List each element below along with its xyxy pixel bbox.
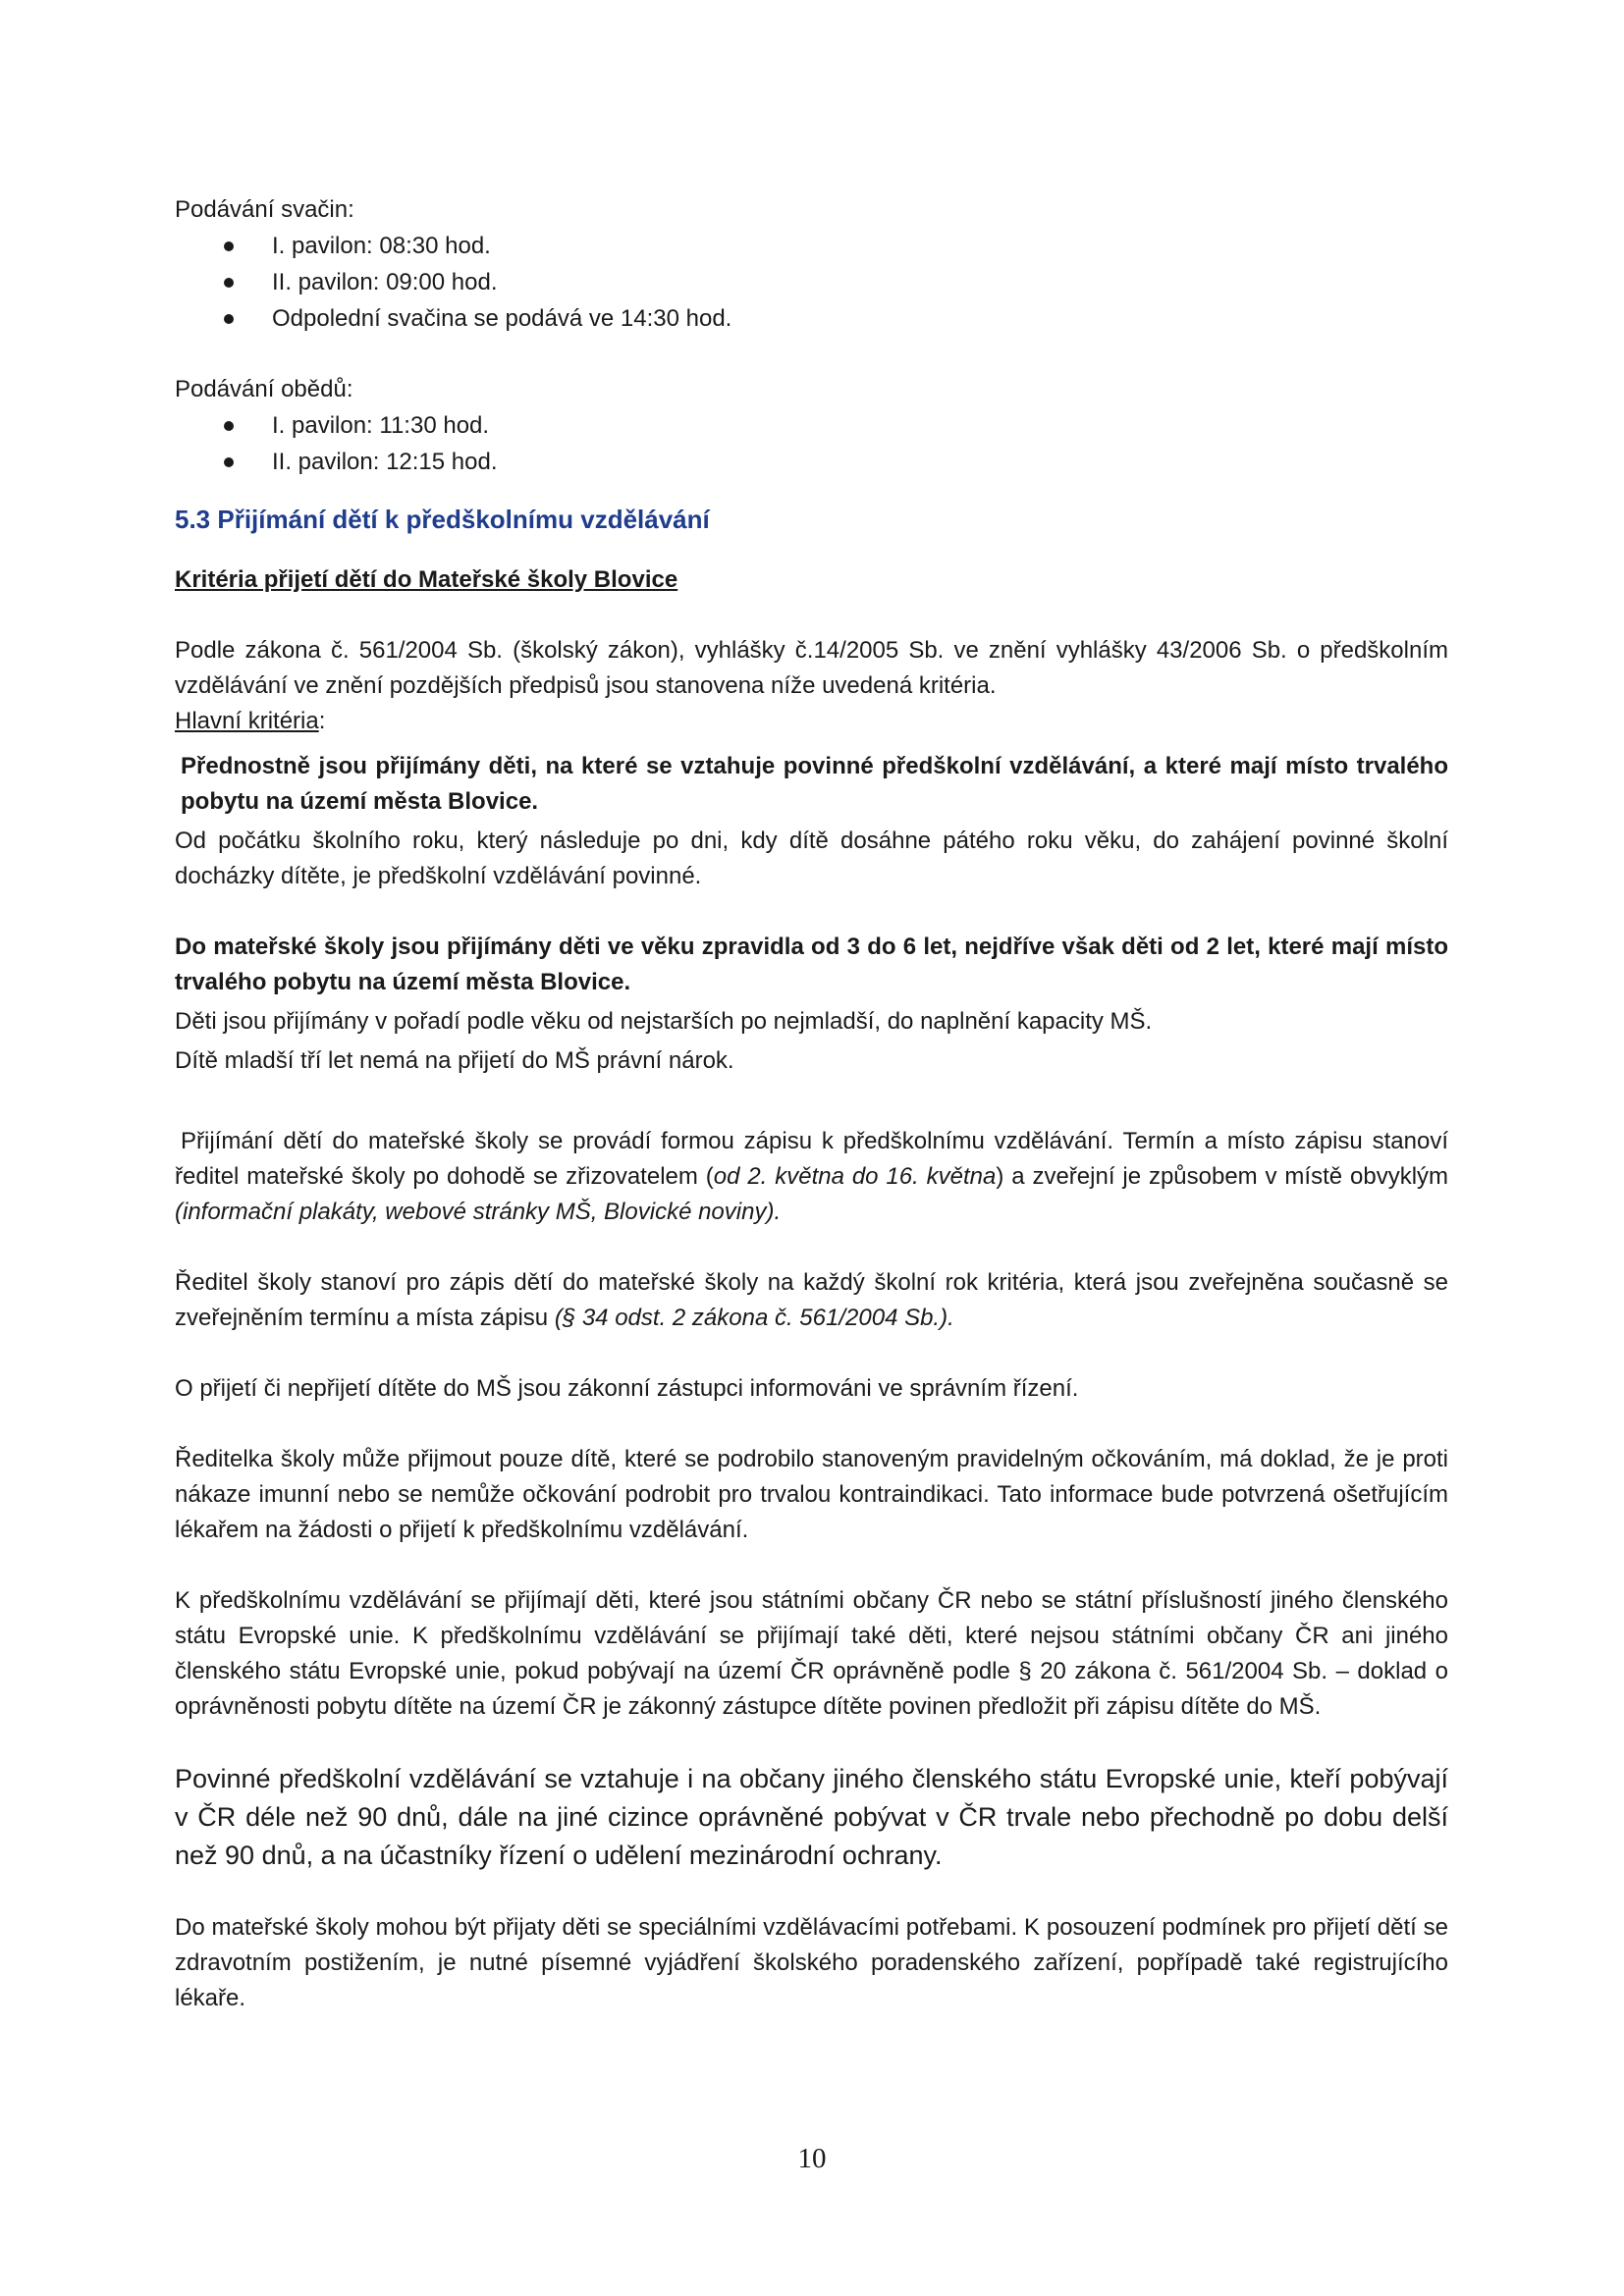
vaccination-paragraph: Ředitelka školy může přijmout pouze dítě, které se podrobilo stanoveným pravidelným očkováním, má doklad, že je proti nákaze imunní nebo se nemůže očkování podrobit pro trvalou kontraindikaci. Tato informace bude potvrzená ošetřujícím lékařem na žádosti o přijetí k předškolnímu vzdělávání. bbox=[175, 1446, 1448, 1543]
bullet-icon bbox=[224, 241, 234, 251]
eu-citizens-paragraph: Povinné předškolní vzdělávání se vztahuje i na občany jiného členského státu Evropské unie, kteří pobývají v ČR déle než 90 dnů, dále na jiné cizince oprávněné pobývat v ČR trvale nebo přechodně po dobu delší než 90 dnů, a na účastníky řízení o udělení mezinárodní ochrany. bbox=[175, 1764, 1448, 1870]
enrollment-channels: (informační plakáty, webové stránky MŠ, Blovické noviny). bbox=[175, 1199, 782, 1225]
enrollment-paragraph bbox=[175, 1124, 1448, 1230]
list-item-text: II. pavilon: 09:00 hod. bbox=[272, 269, 498, 295]
lunches-list bbox=[175, 407, 1448, 480]
list-item bbox=[175, 228, 1448, 264]
list-item-text: II. pavilon: 12:15 hod. bbox=[272, 449, 498, 475]
bullet-icon bbox=[224, 314, 234, 324]
snacks-list bbox=[175, 228, 1448, 337]
snacks-heading: Podávání svačin: bbox=[175, 196, 354, 223]
list-item bbox=[175, 300, 1448, 337]
criteria-title: Kritéria přijetí dětí do Mateřské školy Blovice bbox=[175, 566, 678, 593]
page-content bbox=[175, 192, 1448, 2016]
mandatory-paragraph: Od počátku školního roku, který následuje po dni, kdy dítě dosáhne pátého roku věku, do zahájení povinné školní docházky dítěte, je předškolní vzdělávání povinné. bbox=[175, 828, 1448, 889]
list-item-text: I. pavilon: 08:30 hod. bbox=[272, 233, 491, 259]
lunches-heading: Podávání obědů: bbox=[175, 376, 353, 402]
list-item-text: I. pavilon: 11:30 hod. bbox=[272, 412, 490, 439]
enrollment-text-a: Přijímání dětí do mateřské školy se provádí formou zápisu k předškolnímu vzdělávání. Termín a místo zápisu stanoví ředitel mateřské školy po dohodě se zřizovatelem ( bbox=[175, 1128, 1448, 1190]
age-rule-paragraph: Do mateřské školy jsou přijímány děti ve věku zpravidla od 3 do 6 let, nejdříve však děti od 2 let, které mají místo trvalého pobytu na území města Blovice. bbox=[175, 934, 1448, 995]
enrollment-date-range: od 2. května do 16. května bbox=[713, 1163, 997, 1190]
order-rule-paragraph: Děti jsou přijímány v pořadí podle věku od nejstarších po nejmladší, do naplnění kapacity MŠ. bbox=[175, 1008, 1153, 1035]
list-item bbox=[175, 264, 1448, 300]
enrollment-text-b: ) a zveřejní je způsobem v místě obvyklým bbox=[996, 1163, 1449, 1190]
intro-paragraph: Podle zákona č. 561/2004 Sb. (školský zákon), vyhlášky č.14/2005 Sb. ve znění vyhlášky 43/2006 Sb. o předškolním vzdělávání ve znění pozdějších předpisů jsou stanovena níže uvedená kritéria. bbox=[175, 637, 1448, 699]
bullet-icon bbox=[224, 278, 234, 288]
main-criteria-colon: : bbox=[318, 708, 326, 734]
priority-paragraph: Přednostně jsou přijímány děti, na které se vztahuje povinné předškolní vzdělávání, a které mají místo trvalého pobytu na území města Blovice. bbox=[181, 753, 1448, 815]
section-title: 5.3 Přijímání dětí k předškolnímu vzdělávání bbox=[175, 505, 710, 534]
director-citation: (§ 34 odst. 2 zákona č. 561/2004 Sb.). bbox=[554, 1305, 954, 1331]
decision-paragraph: O přijetí či nepřijetí dítěte do MŠ jsou zákonní zástupci informováni ve správním řízení. bbox=[175, 1375, 1079, 1402]
bullet-icon bbox=[224, 457, 234, 467]
special-needs-paragraph: Do mateřské školy mohou být přijaty děti se speciálními vzdělávacími potřebami. K posouzení podmínek pro přijetí dětí se zdravotním postižením, je nutné písemné vyjádření školského poradenského zařízení, popřípadě také registrujícího lékaře. bbox=[175, 1914, 1448, 2011]
bullet-icon bbox=[224, 421, 234, 431]
under-three-paragraph: Dítě mladší tří let nemá na přijetí do MŠ právní nárok. bbox=[175, 1047, 734, 1074]
page-number: 10 bbox=[797, 2143, 827, 2174]
list-item bbox=[175, 407, 1448, 444]
main-criteria-heading bbox=[175, 704, 1448, 739]
director-paragraph bbox=[175, 1265, 1448, 1336]
list-item bbox=[175, 444, 1448, 480]
citizens-paragraph: K předškolnímu vzdělávání se přijímají děti, které jsou státními občany ČR nebo se státní příslušností jiného členského státu Evropské unie. K předškolnímu vzdělávání se přijímají také děti, které nejsou státními občany ČR ani jiného členského státu Evropské unie, pokud pobývají na území ČR oprávněně podle § 20 zákona č. 561/2004 Sb. – doklad o oprávněnosti pobytu dítěte na území ČR je zákonný zástupce dítěte povinen předložit při zápisu dítěte do MŠ. bbox=[175, 1587, 1448, 1720]
director-text: Ředitel školy stanoví pro zápis dětí do mateřské školy na každý školní rok kritéria, která jsou zveřejněna současně se zveřejněním termínu a místa zápisu bbox=[175, 1269, 1448, 1331]
main-criteria-label: Hlavní kritéria bbox=[175, 708, 319, 734]
list-item-text: Odpolední svačina se podává ve 14:30 hod. bbox=[272, 305, 732, 332]
